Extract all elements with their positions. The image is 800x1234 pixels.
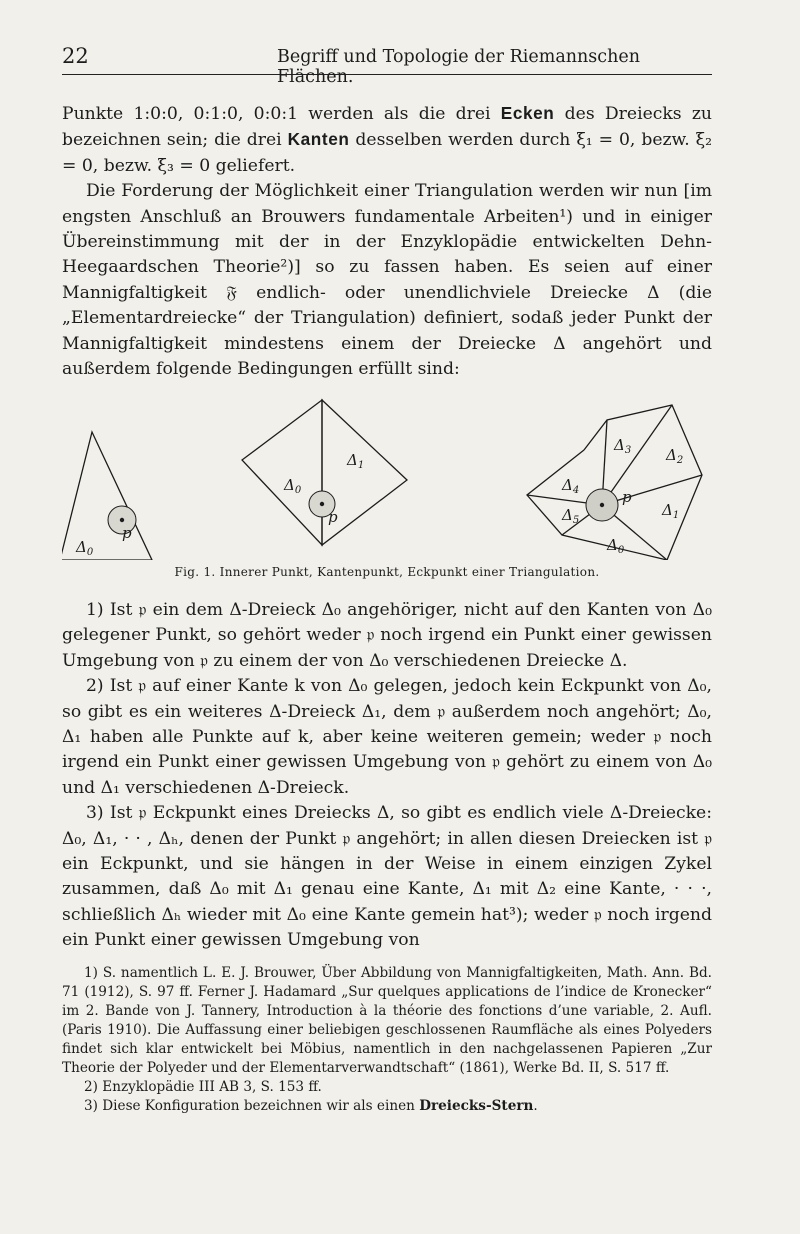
- point-p-edge: [320, 502, 324, 506]
- label-delta0-fig-a: $\Delta_0$: [76, 538, 94, 559]
- main-text: [62, 101, 712, 954]
- footnotes: [62, 964, 712, 1116]
- label-delta1-fig-b: $\Delta_1$: [347, 451, 365, 472]
- triangulation-diagram: [62, 370, 712, 560]
- term-dreiecks-stern: Dreiecks-Stern: [419, 1097, 534, 1114]
- running-title: Begriff und Topologie der Riemannschen Flächen.: [277, 47, 640, 87]
- label-delta0-fig-c: $\Delta_0$: [607, 536, 625, 557]
- point-p-inner: [120, 518, 124, 522]
- paragraph-2: Die Forderung der Möglichkeit einer Triangulation werden wir nun [im engsten Anschluß an Brouwers fundamentale Arbeiten¹) und in einiger Übereinstimmung mit der in der Enzyklopädie entwickelten Dehn-Heegaardschen Theorie²)] so zu fassen haben. Es seien auf einer Mannigfaltigkeit 𝔉 endlich- oder unendlichviele Dreiecke Δ (die „Elementardreiecke“ der Triangulation) definiert, sodaß jeder Punkt der Mannigfaltigkeit mindestens einem der Dreiecke Δ angehört und außerdem folgende Bedingungen erfüllt sind:: [62, 181, 712, 380]
- condition-3: 3) Ist 𝔭 Eckpunkt eines Dreiecks Δ, so gibt es endlich viele Δ-Dreiecke: Δ₀, Δ₁, · · , Δₕ, denen der Punkt 𝔭 angehört; in allen diesen Dreiecken ist 𝔭 ein Eckpunkt, und sie hängen in der Weise in einem einzigen Zykel zusammen, daß Δ₀ mit Δ₁ genau eine Kante, Δ₁ mit Δ₂ eine Kante, · · ·, schließlich Δₕ wieder mit Δ₀ eine Kante gemein hat³); weder 𝔭 noch irgend ein Punkt einer gewissen Umgebung von: [62, 803, 712, 951]
- footnote-2: 2) Enzyklopädie III AB 3, S. 153 ff.: [84, 1078, 322, 1095]
- footnote-1: 1) S. namentlich L. E. J. Brouwer, Über Abbildung von Mannigfaltigkeiten, Math. Ann. Bd. 71 (1912), S. 97 ff. Ferner J. Hadamard „Sur quelques applications de l’indice de Kronecker“ im 2. Bande von J. Tannery, Introduction à la théorie des fonctions d’une variable, 2. Aufl. (Paris 1910). Die Auffassung einer beliebigen geschlossenen Raumfläche als eines Polyeders findet sich klar entwickelt bei Möbius, namentlich in den nachgelassenen Papieren „Zur Theorie der Polyeder und der Elementarverwandtschaft“ (1861), Werke Bd. II, S. 517 ff.: [62, 964, 712, 1076]
- footnote-3: 3) Diese Konfiguration bezeichnen wir als einen Dreiecks-Stern.: [84, 1097, 538, 1114]
- condition-1: 1) Ist 𝔭 ein dem Δ-Dreieck Δ₀ angehöriger, nicht auf den Kanten von Δ₀ gelegener Punkt, so gehört weder 𝔭 noch irgend ein Punkt einer gewissen Umgebung von 𝔭 zu einem der von Δ₀ verschiedenen Dreiecke Δ.: [62, 599, 712, 671]
- label-delta2: $\Delta_2$: [666, 446, 684, 467]
- page: [62, 40, 712, 1116]
- triangle-delta0-edge: [242, 400, 322, 545]
- page-header: [62, 40, 712, 87]
- term-kanten: Kanten: [287, 129, 350, 150]
- label-delta3: $\Delta_3$: [614, 436, 632, 457]
- label-delta4: $\Delta_4$: [562, 476, 580, 497]
- label-p-fig-b: p: [328, 508, 338, 527]
- label-delta1-fig-c: $\Delta_1$: [662, 501, 680, 522]
- point-p-vertex: [600, 503, 604, 507]
- paragraph-1: Punkte 1:0:0, 0:1:0, 0:0:1 werden als die drei Ecken des Dreiecks zu bezeichnen sein; die drei Kanten desselben werden durch ξ₁ = 0, bezw. ξ₂ = 0, bezw. ξ₃ = 0 geliefert.: [62, 103, 712, 176]
- page-number: 22: [62, 44, 89, 68]
- label-delta5: $\Delta_5$: [562, 506, 580, 527]
- term-ecken: Ecken: [500, 103, 555, 123]
- label-delta0-fig-b: $\Delta_0$: [284, 476, 302, 497]
- figure-1: [62, 370, 712, 559]
- figure-caption: Fig. 1. Innerer Punkt, Kantenpunkt, Eckpunkt einer Triangulation.: [174, 565, 600, 580]
- condition-2: 2) Ist 𝔭 auf einer Kante k von Δ₀ gelegen, jedoch kein Eckpunkt von Δ₀, so gibt es ein weiteres Δ-Dreieck Δ₁, dem 𝔭 außerdem noch angehört; Δ₀, Δ₁ haben alle Punkte auf k, aber keine weiteren gemein; weder 𝔭 noch irgend ein Punkt einer gewissen Umgebung von 𝔭 gehört zu einem von Δ₀ und Δ₁ verschiedenen Δ-Dreieck.: [62, 676, 712, 798]
- label-p-fig-a: p: [122, 524, 132, 543]
- label-p-fig-c: p: [622, 488, 632, 507]
